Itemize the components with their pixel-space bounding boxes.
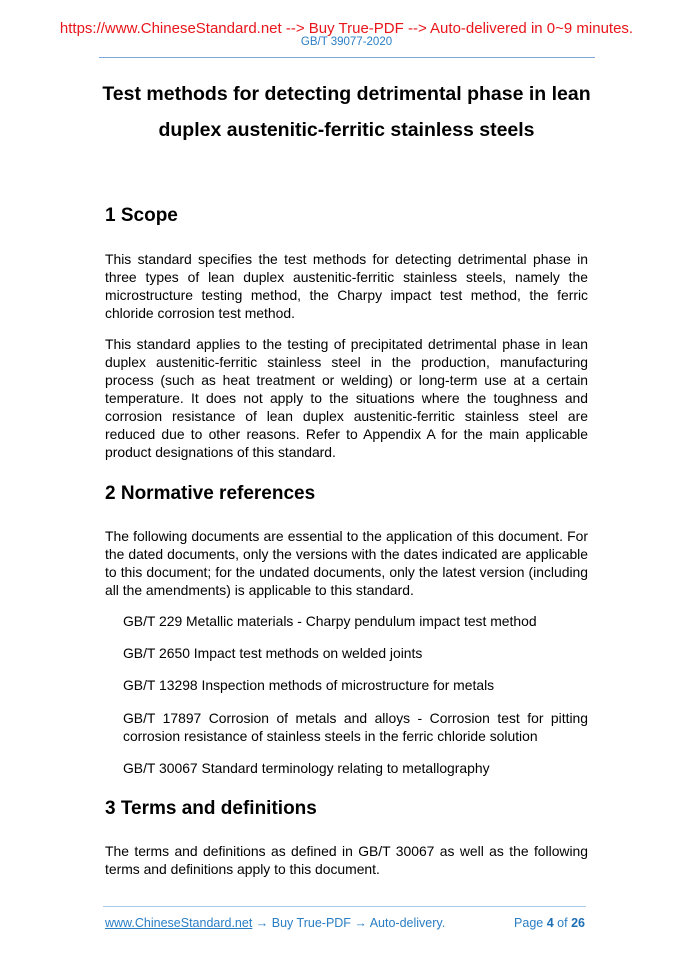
- section-heading-normative-references: 2 Normative references: [105, 483, 316, 504]
- page-indicator: [514, 916, 585, 931]
- page-footer: [105, 916, 588, 931]
- document-title-line-1: Test methods for detecting detrimental phase in lean: [102, 83, 591, 105]
- page-label: Page: [514, 916, 544, 930]
- terms-definitions-paragraph: The terms and definitions as defined in GB/T 30067 as well as the following terms and definitions apply to this document.: [105, 843, 588, 877]
- reference-item: GB/T 30067 Standard terminology relating to metallography: [123, 760, 490, 776]
- reference-item: GB/T 13298 Inspection methods of microstructure for metals: [123, 677, 495, 693]
- header-divider: [99, 57, 595, 58]
- page-of-label: of: [557, 916, 568, 930]
- normative-references-paragraph: The following documents are essential to the application of this document. For the dated documents, only the versions with the dates indicated are applicable to this document; for the undated documents, only the latest version (including all the amendments) is applicable to this standard.: [105, 528, 588, 598]
- promo-banner-text[interactable]: https://www.ChineseStandard.net --> Buy True-PDF --> Auto-delivered in 0~9 minutes.: [59, 20, 634, 37]
- section-heading-scope: 1 Scope: [105, 205, 178, 226]
- scope-paragraph-2: This standard applies to the testing of precipitated detrimental phase in lean duplex austenitic-ferritic stainless steel in the production, manufacturing process (such as heat treatment or welding) or long-term use at a certain temperature. It does not apply to the situations where the toughness and corrosion resistance of lean duplex austenitic-ferritic stainless steel are reduced due to other reasons. Refer to Appendix A for the main applicable product designations of this standard.: [105, 336, 588, 460]
- total-page-count: 26: [571, 916, 585, 930]
- footer-tagline: → Buy True-PDF → Auto-delivery.: [252, 916, 446, 930]
- current-page-number: 4: [546, 916, 554, 930]
- reference-item: GB/T 17897 Corrosion of metals and alloys - Corrosion test for pitting corrosion resistance of stainless steels in the ferric chloride solution: [123, 710, 588, 744]
- scope-paragraph-1: This standard specifies the test methods for detecting detrimental phase in three types of lean duplex austenitic-ferritic stainless steels, namely the microstructure testing method, the Charpy impact test method, the ferric chloride corrosion test method.: [105, 251, 588, 321]
- reference-item: GB/T 229 Metallic materials - Charpy pendulum impact test method: [123, 613, 537, 629]
- document-title-line-2: duplex austenitic-ferritic stainless steels: [158, 119, 535, 141]
- footer-website-link[interactable]: www.ChineseStandard.net: [105, 916, 253, 930]
- reference-item: GB/T 2650 Impact test methods on welded joints: [123, 645, 423, 661]
- standard-code: GB/T 39077-2020: [300, 36, 393, 48]
- section-heading-terms-definitions: 3 Terms and definitions: [105, 798, 317, 819]
- footer-divider: [103, 906, 586, 907]
